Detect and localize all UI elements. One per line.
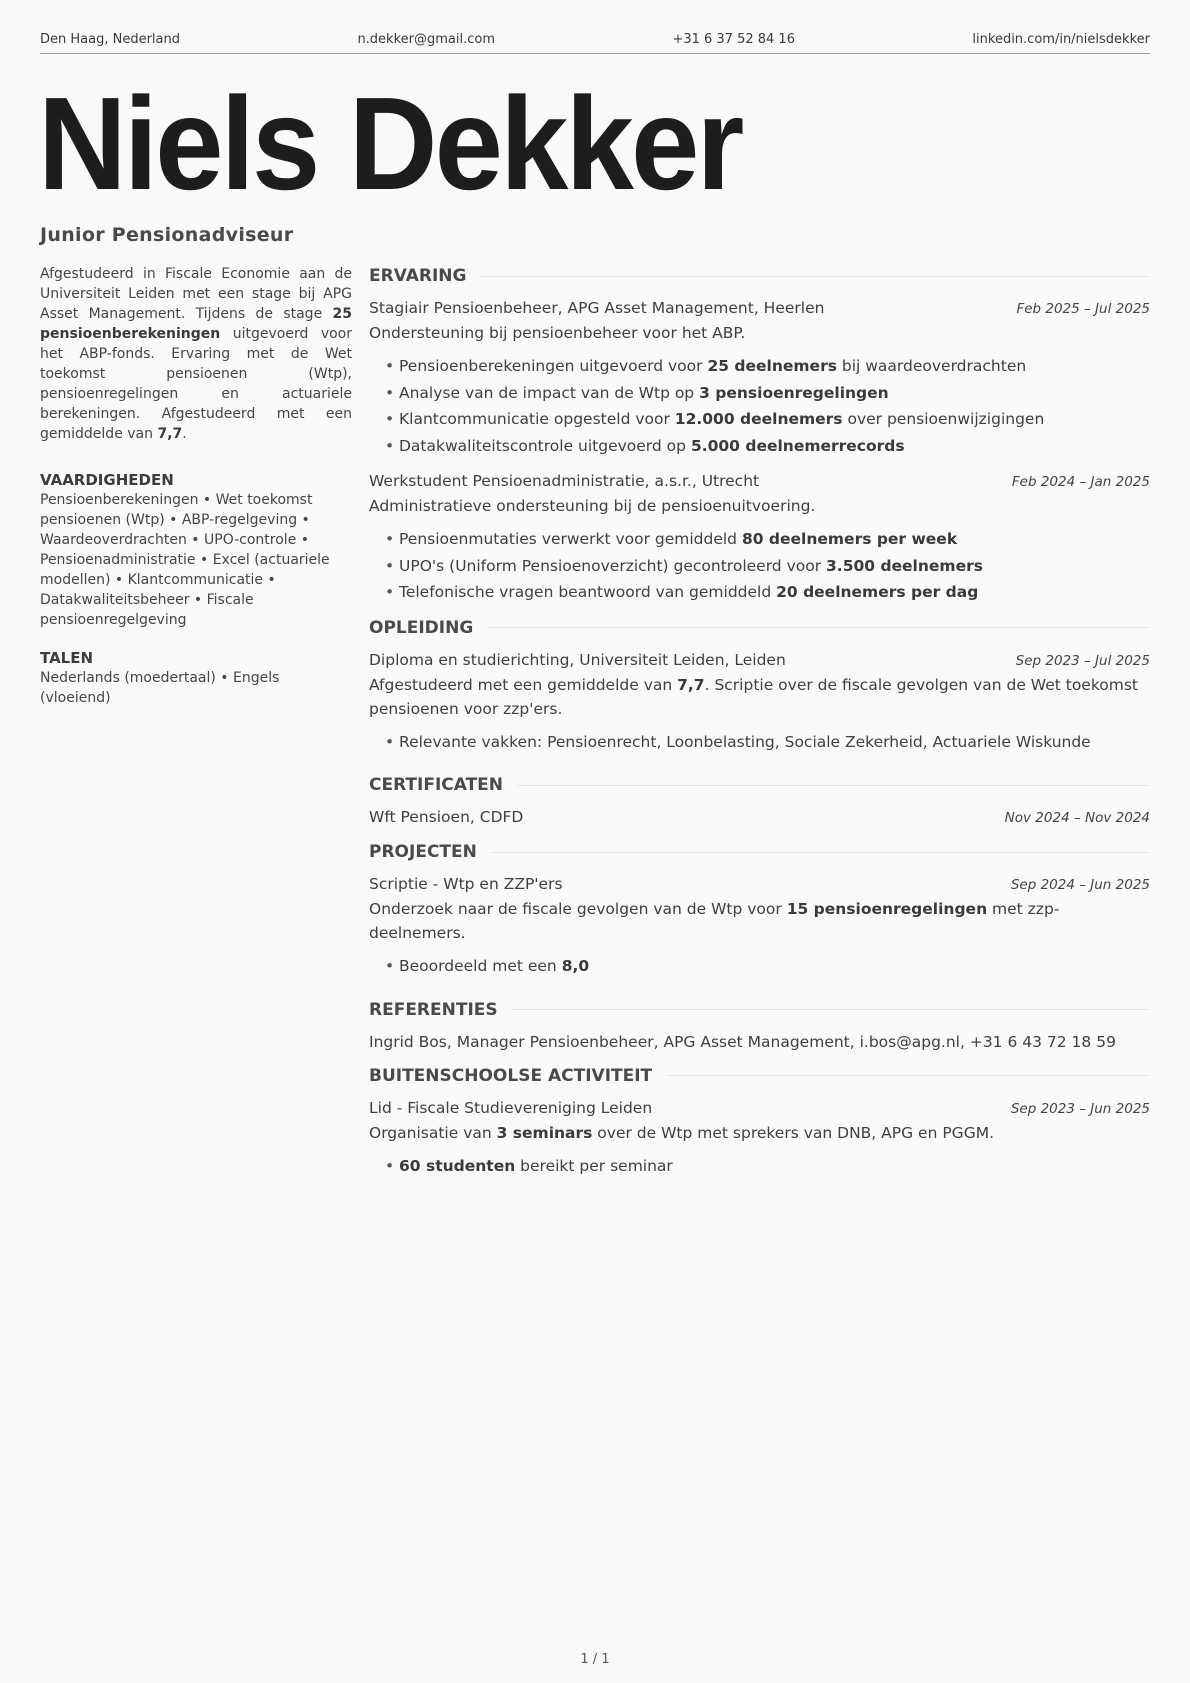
bullet-item: • Beoordeeld met een 8,0	[385, 953, 1150, 980]
section-divider	[480, 276, 1150, 277]
sidebar	[40, 264, 352, 708]
section-heading: ERVARING	[369, 266, 467, 286]
skills-list: Pensioenberekeningen • Wet toekomst pensioenen (Wtp) • ABP-regelgeving • Waardeoverdrachten • UPO-controle • Pensioenadministratie • Excel (actuariele modellen) • Klantcommunicatie • Datakwaliteitsbeheer • Fiscale pensioenregelgeving	[40, 492, 330, 628]
entry-title: Diploma en studierichting, Universiteit Leiden, Leiden	[369, 650, 786, 669]
skills-heading: VAARDIGHEDEN	[40, 471, 174, 489]
entry-title: Stagiair Pensioenbeheer, APG Asset Management, Heerlen	[369, 299, 825, 317]
summary-highlight: 7,7	[157, 426, 183, 442]
entry-description: Administratieve ondersteuning bij de pensioenuitvoering.	[369, 497, 816, 515]
entry-date: Sep 2023 – Jul 2025	[1015, 652, 1150, 669]
entry-bullets	[369, 729, 1150, 756]
bullet-item: • Analyse van de impact van de Wtp op 3 pensioenregelingen	[385, 380, 1150, 407]
contact-bar	[40, 32, 1150, 54]
contact-location: Den Haag, Nederland	[40, 32, 180, 47]
experience-entry	[369, 469, 1150, 606]
summary-text: uitgevoerd voor het ABP-fonds. Ervaring met de Wet toekomst pensioenen (Wtp), pensioenregelingen en actuariele berekeningen. Afgestudeerd met een gemiddelde van	[40, 326, 352, 442]
entry-date: Feb 2025 – Jul 2025	[1016, 301, 1150, 317]
entry-date: Feb 2024 – Jan 2025	[1011, 474, 1150, 490]
section-divider	[517, 785, 1150, 786]
section-extracurricular	[369, 1064, 1150, 1180]
entry-bullets	[369, 353, 1150, 459]
main-content	[369, 264, 1150, 1189]
entry-date: Sep 2023 – Jun 2025	[1010, 1100, 1150, 1117]
contact-phone[interactable]: +31 6 37 52 84 16	[672, 32, 795, 47]
section-divider	[512, 1009, 1150, 1010]
section-projects	[369, 840, 1150, 980]
summary	[40, 264, 352, 444]
entry-title: Werkstudent Pensioenadministratie, a.s.r., Utrecht	[369, 472, 760, 490]
section-heading: CERTIFICATEN	[369, 775, 504, 795]
entry-description: Ondersteuning bij pensioenbeheer voor het ABP.	[369, 324, 746, 342]
section-references	[369, 998, 1150, 1054]
section-experience	[369, 264, 1150, 606]
bullet-item: • 60 studenten bereikt per seminar	[385, 1153, 1150, 1180]
entry-date: Sep 2024 – Jun 2025	[1010, 877, 1150, 893]
section-heading: BUITENSCHOOLSE ACTIVITEIT	[369, 1065, 653, 1086]
candidate-name: Niels Dekker	[38, 70, 742, 217]
entry-date: Nov 2024 – Nov 2024	[1004, 810, 1150, 826]
contact-email[interactable]: n.dekker@gmail.com	[357, 32, 495, 47]
section-heading: OPLEIDING	[369, 617, 474, 638]
entry-bullets	[369, 1153, 1150, 1180]
bullet-item: • Pensioenberekeningen uitgevoerd voor 25 deelnemers bij waardeoverdrachten	[385, 353, 1150, 380]
job-title: Junior Pensionadviseur	[40, 224, 294, 246]
section-divider	[487, 627, 1150, 628]
bullet-item: • Relevante vakken: Pensioenrecht, Loonbelasting, Sociale Zekerheid, Actuariele Wiskunde	[385, 729, 1150, 756]
bullet-item: • Datakwaliteitscontrole uitgevoerd op 5.000 deelnemerrecords	[385, 433, 1150, 460]
entry-title: Lid - Fiscale Studievereniging Leiden	[369, 1098, 653, 1117]
entry-description: Organisatie van 3 seminars over de Wtp met sprekers van DNB, APG en PGGM.	[369, 1123, 995, 1142]
page-number: 1 / 1	[580, 1652, 610, 1667]
section-certificates	[369, 773, 1150, 830]
experience-entry	[369, 296, 1150, 459]
entry-bullets	[369, 953, 1150, 980]
languages-heading: TALEN	[40, 649, 94, 667]
languages-list: Nederlands (moedertaal) • Engels (vloeiend)	[40, 670, 280, 706]
bullet-item: • UPO's (Uniform Pensioenoverzicht) gecontroleerd voor 3.500 deelnemers	[385, 553, 1150, 580]
summary-text: .	[182, 426, 187, 442]
contact-linkedin[interactable]: linkedin.com/in/nielsdekker	[972, 32, 1150, 47]
entry-description: Afgestudeerd met een gemiddelde van 7,7. Scriptie over de fiscale gevolgen van de Wet toekomst pensioenen voor zzp'ers.	[369, 675, 1138, 718]
summary-highlight: 25 pensioenberekeningen	[40, 306, 352, 342]
entry-title: Wft Pensioen, CDFD	[369, 808, 524, 826]
section-heading: PROJECTEN	[369, 842, 477, 862]
entry-bullets	[369, 526, 1150, 606]
section-divider	[666, 1075, 1150, 1076]
entry-title: Scriptie - Wtp en ZZP'ers	[369, 875, 563, 893]
section-education	[369, 616, 1150, 756]
summary-text: Afgestudeerd in Fiscale Economie aan de Universiteit Leiden met een stage bij APG Asset Management. Tijdens de stage	[40, 266, 352, 322]
bullet-item: • Telefonische vragen beantwoord van gemiddeld 20 deelnemers per dag	[385, 579, 1150, 606]
section-divider	[491, 852, 1150, 853]
section-heading: REFERENTIES	[369, 999, 498, 1020]
reference-text: Ingrid Bos, Manager Pensioenbeheer, APG Asset Management, i.bos@apg.nl, +31 6 43 72 18 59	[369, 1032, 1116, 1051]
bullet-item: • Pensioenmutaties verwerkt voor gemiddeld 80 deelnemers per week	[385, 526, 1150, 553]
bullet-item: • Klantcommunicatie opgesteld voor 12.000 deelnemers over pensioenwijzigingen	[385, 406, 1150, 433]
entry-description: Onderzoek naar de fiscale gevolgen van de Wtp voor 15 pensioenregelingen met zzp-deelnemers.	[369, 900, 1060, 942]
